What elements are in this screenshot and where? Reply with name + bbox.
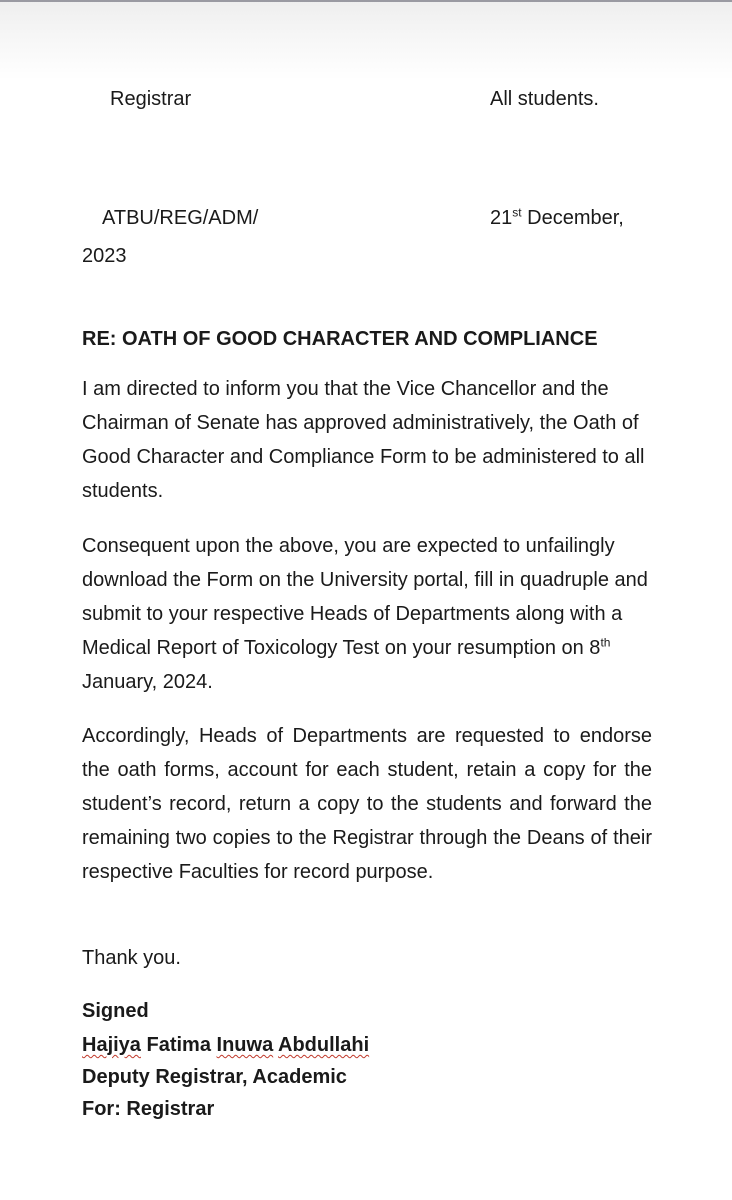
memo-from: Registrar <box>110 88 192 110</box>
name-last: Abdullahi <box>278 1034 370 1056</box>
reference-number: ATBU/REG/ADM/ <box>102 207 259 229</box>
memo-year: 2023 <box>82 245 127 267</box>
date-month: December, <box>521 207 624 229</box>
memo-to: All students. <box>490 88 599 110</box>
paragraph-2-suffix: th <box>600 635 611 650</box>
body-paragraph-1: I am directed to inform you that the Vice Chancellor and the Chairman of Senate has approved administratively, the Oath of Good Character and Compliance Form to be administered to all students. <box>82 378 645 502</box>
closing-text: Thank you. <box>82 947 181 969</box>
date-suffix: st <box>512 205 522 220</box>
paragraph-2-date: January, 2024. <box>82 671 213 693</box>
body-paragraph-3: Accordingly, Heads of Departments are requested to endorse the oath forms, account for each student, retain a copy for the student’s record, return a copy to the students and forward the remaining two copies to the Registrar through the Deans of their respective Faculties for record purpose. <box>82 725 652 883</box>
body-paragraph-2 <box>82 529 652 699</box>
name-inuwa: Inuwa <box>216 1034 274 1056</box>
date-day: 21 <box>490 207 513 229</box>
name-first: Hajiya <box>82 1034 141 1056</box>
paragraph-2-text: Consequent upon the above, you are expected to unfailingly download the Form on the University portal, fill in quadruple and submit to your respective Heads of Departments along with a Medical Report of Toxicology Test on your resumption on 8 <box>82 535 648 659</box>
name-middle: Fatima <box>140 1034 217 1056</box>
signatory-name <box>82 1034 369 1057</box>
signed-label: Signed <box>82 1000 149 1022</box>
signatory-title: Deputy Registrar, Academic <box>82 1066 347 1088</box>
memo-date <box>490 207 624 230</box>
subject-heading: RE: OATH OF GOOD CHARACTER AND COMPLIANCE <box>82 328 598 350</box>
signatory-for: For: Registrar <box>82 1098 215 1120</box>
